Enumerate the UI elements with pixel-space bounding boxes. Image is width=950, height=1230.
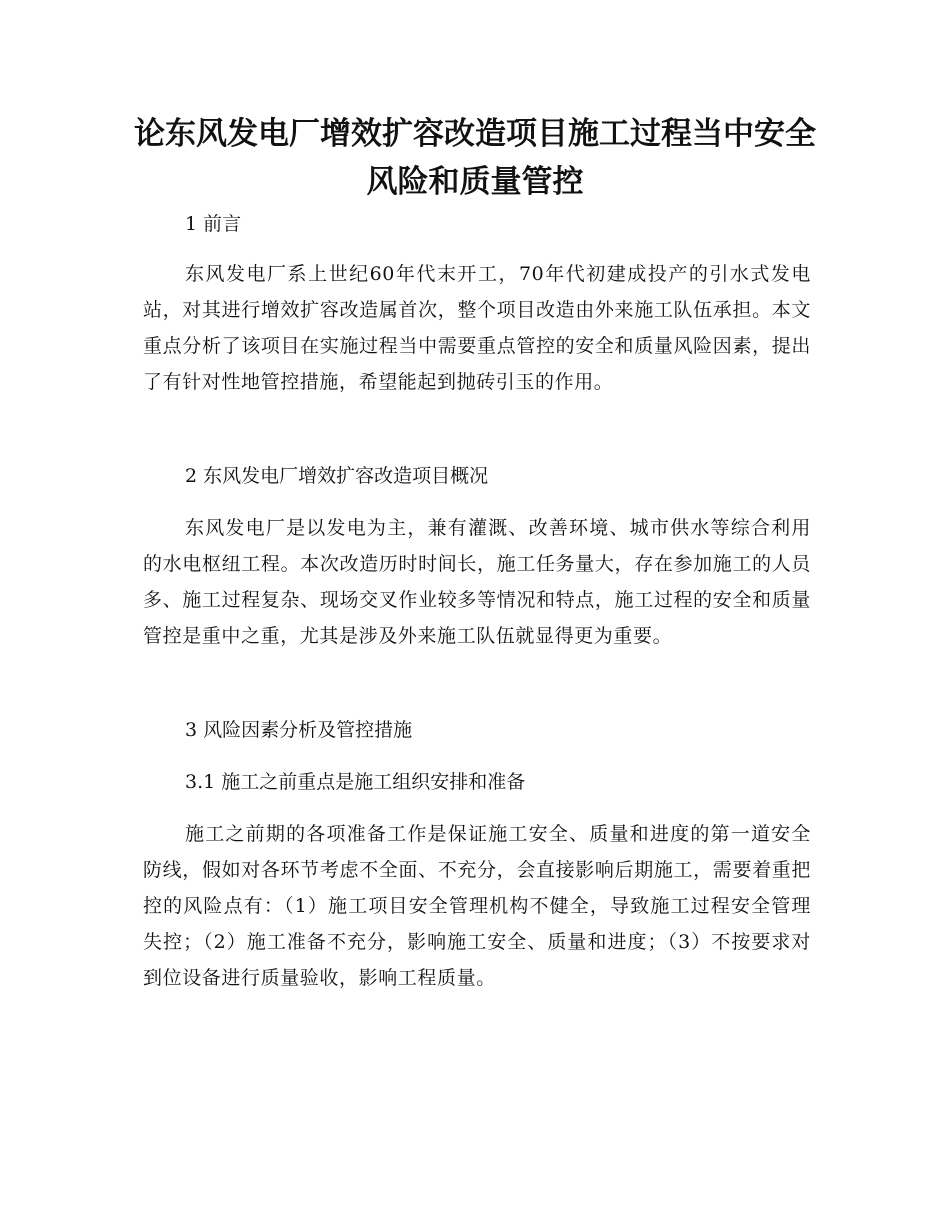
- section-heading-overview: 2 东风发电厂增效扩容改造项目概况: [185, 465, 489, 487]
- paragraph-overview: 东风发电厂是以发电为主，兼有灌溉、改善环境、城市供水等综合利用的水电枢纽工程。本次改造历时时间长，施工任务量大，存在参加施工的人员多、施工过程复杂、现场交叉作业较多等情况和特点，施工过程的安全和质量管控是重中之重，尤其是涉及外来施工队伍就显得更为重要。: [143, 517, 811, 647]
- section-heading-risk-analysis: 3 风险因素分析及管控措施: [185, 719, 413, 741]
- section-heading-preface: 1 前言: [185, 213, 242, 235]
- subsection-heading-3-1: 3.1 施工之前重点是施工组织安排和准备: [185, 771, 526, 793]
- document-title: 论东风发电厂增效扩容改造项目施工过程当中安全风险和质量管控: [134, 116, 816, 200]
- paragraph-preface: 东风发电厂系上世纪60年代末开工，70年代初建成投产的引水式发电站，对其进行增效扩容改造属首次，整个项目改造由外来施工队伍承担。本文重点分析了该项目在实施过程当中需要重点管控的安全和质量风险因素，提出了有针对性地管控措施，希望能起到抛砖引玉的作用。: [143, 263, 811, 393]
- paragraph-preparation: 施工之前期的各项准备工作是保证施工安全、质量和进度的第一道安全防线，假如对各环节考虑不全面、不充分，会直接影响后期施工，需要着重把控的风险点有：（1）施工项目安全管理机构不健全，导致施工过程安全管理失控；（2）施工准备不充分，影响施工安全、质量和进度；（3）不按要求对到位设备进行质量验收，影响工程质量。: [143, 823, 811, 989]
